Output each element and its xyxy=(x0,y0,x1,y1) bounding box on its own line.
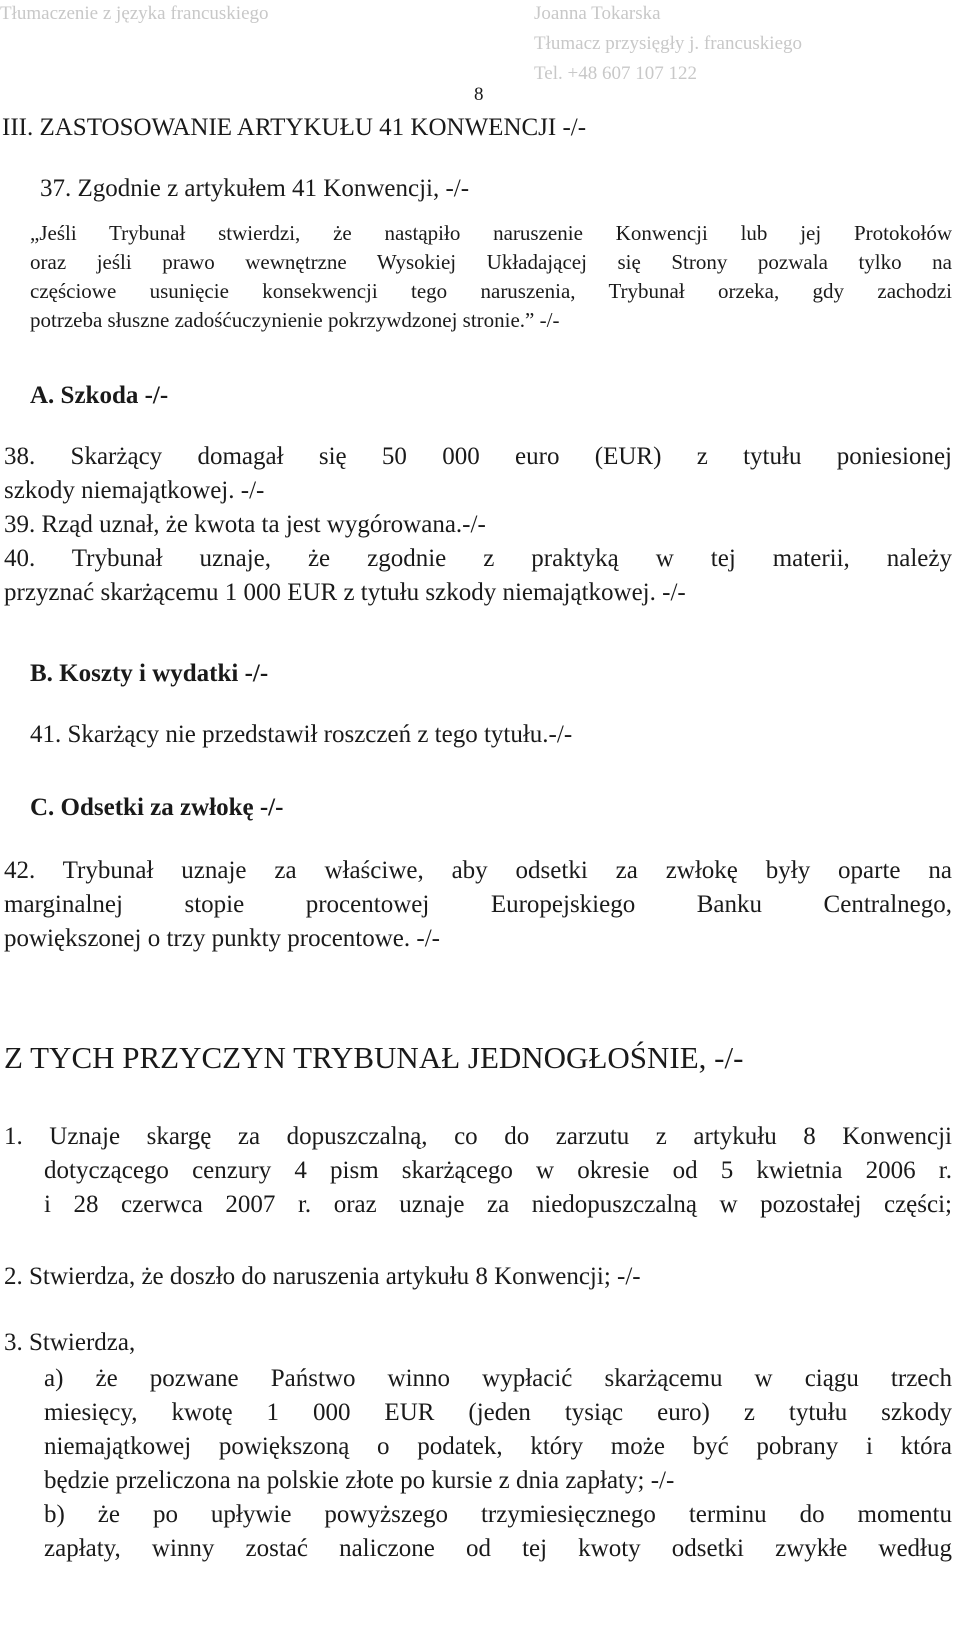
page-number: 8 xyxy=(474,84,484,105)
header-left-text: Tłumaczenie z języka francuskiego xyxy=(0,3,269,24)
header-right-block xyxy=(534,2,802,92)
translator-phone: Tel. +48 607 107 122 xyxy=(534,63,697,84)
para-40-line: 40. Trybunał uznaje, że zgodnie z praktyką w tej materii, należy xyxy=(4,545,952,572)
para-38-line: 38. Skarżący domagał się 50 000 euro (EUR) z tytułu poniesionej xyxy=(4,443,952,470)
verdict-item-3a-line: będzie przeliczona na polskie złote po kursie z dnia zapłaty; -/- xyxy=(44,1467,675,1494)
verdict-item-1-line: i 28 czerwca 2007 r. oraz uznaje za niedopuszczalną w pozostałej części; xyxy=(44,1191,952,1218)
quote-line: oraz jeśli prawo wewnętrzne Wysokiej Układającej się Strony pozwala tylko na xyxy=(30,250,952,274)
translator-title: Tłumacz przysięgły j. francuskiego xyxy=(534,33,803,54)
para-42-line: powiększonej o trzy punkty procentowe. -/- xyxy=(4,925,440,952)
verdict-item-1-line: dotyczącego cenzury 4 pism skarżącego w okresie od 5 kwietnia 2006 r. xyxy=(44,1157,952,1184)
verdict-item-3a-line: miesięcy, kwotę 1 000 EUR (jeden tysiąc euro) z tytułu szkody xyxy=(44,1399,952,1426)
quote-line: częściowe usunięcie konsekwencji tego naruszenia, Trybunał orzeka, gdy zachodzi xyxy=(30,279,952,303)
verdict-item-3b-line: zapłaty, winny zostać naliczone od tej kwoty odsetki zwykłe według xyxy=(44,1535,952,1562)
heading-damages: A. Szkoda -/- xyxy=(30,382,169,409)
para-41: 41. Skarżący nie przedstawił roszczeń z tego tytułu.-/- xyxy=(30,721,573,748)
para-42 xyxy=(4,854,952,956)
verdict-item-2: 2. Stwierdza, że doszło do naruszenia artykułu 8 Konwencji; -/- xyxy=(4,1263,641,1290)
para-39: 39. Rząd uznał, że kwota ta jest wygórowana.-/- xyxy=(4,511,486,538)
article-41-quote xyxy=(30,219,952,335)
heading-interest: C. Odsetki za zwłokę -/- xyxy=(30,794,284,821)
verdict-heading: Z TYCH PRZYCZYN TRYBUNAŁ JEDNOGŁOŚNIE, -/- xyxy=(4,1040,744,1075)
para-42-line: marginalnej stopie procentowej Europejskiego Banku Centralnego, xyxy=(4,891,952,918)
verdict-item-3b-line: b) że po upływie powyższego trzymiesięcznego terminu do momentu xyxy=(44,1501,952,1528)
verdict-item-3b xyxy=(44,1498,952,1566)
para-37-intro: 37. Zgodnie z artykułem 41 Konwencji, -/- xyxy=(40,175,470,202)
section-heading: III. ZASTOSOWANIE ARTYKUŁU 41 KONWENCJI -/- xyxy=(2,114,587,141)
quote-line: potrzeba słuszne zadośćuczynienie pokrzywdzonej stronie.” -/- xyxy=(30,308,560,332)
translator-name: Joanna Tokarska xyxy=(534,3,661,24)
verdict-item-1-line: 1. Uznaje skargę za dopuszczalną, co do zarzutu z artykułu 8 Konwencji xyxy=(4,1123,952,1150)
verdict-item-3a-line: a) że pozwane Państwo winno wypłacić skarżącemu w ciągu trzech xyxy=(44,1365,952,1392)
para-38 xyxy=(4,440,952,508)
heading-costs: B. Koszty i wydatki -/- xyxy=(30,660,269,687)
para-38-line: szkody niemajątkowej. -/- xyxy=(4,477,265,504)
para-42-line: 42. Trybunał uznaje za właściwe, aby odsetki za zwłokę były oparte na xyxy=(4,857,952,884)
verdict-item-3a xyxy=(44,1362,952,1498)
para-40-line: przyznać skarżącemu 1 000 EUR z tytułu szkody niemajątkowej. -/- xyxy=(4,579,686,606)
para-40 xyxy=(4,542,952,610)
verdict-item-3a-line: niemajątkowej powiększoną o podatek, który może być pobrany i która xyxy=(44,1433,952,1460)
verdict-item-1 xyxy=(4,1120,952,1222)
verdict-item-3: 3. Stwierdza, xyxy=(4,1329,136,1356)
quote-line: „Jeśli Trybunał stwierdzi, że nastąpiło naruszenie Konwencji lub jej Protokołów xyxy=(30,221,952,245)
